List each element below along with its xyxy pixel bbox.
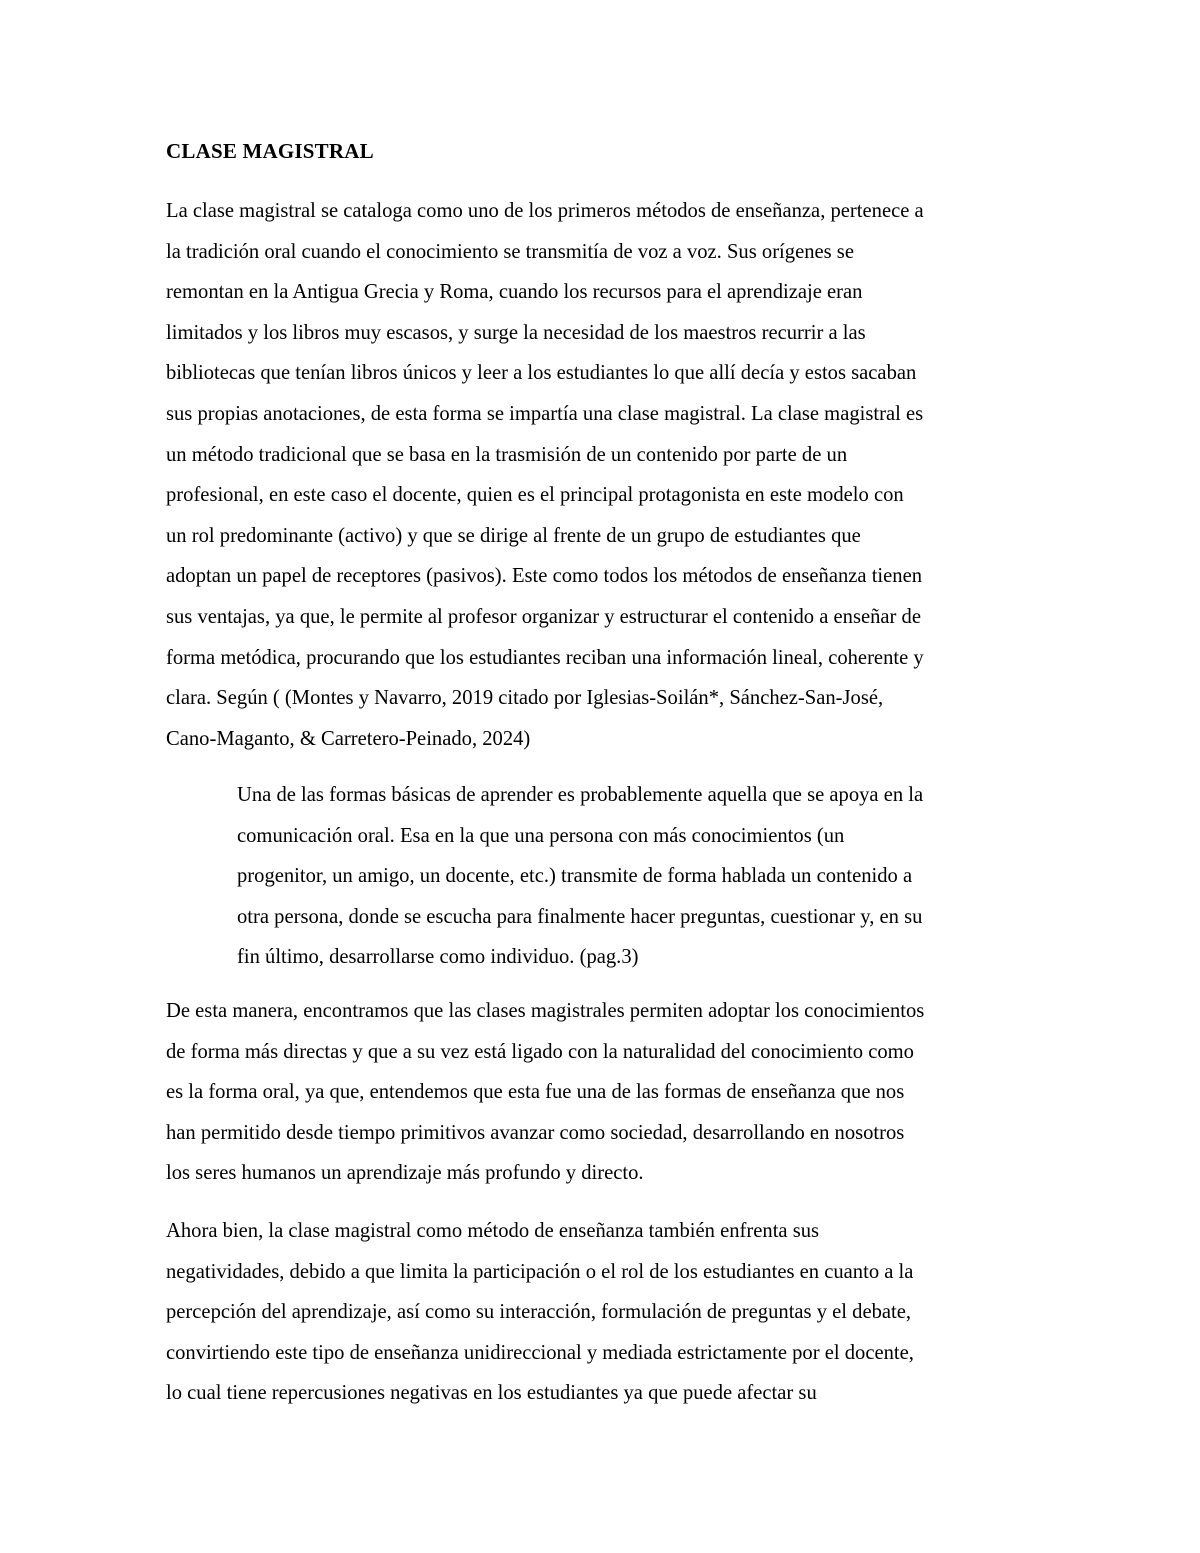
block-quote — [237, 775, 923, 978]
text-line: Cano-Maganto, & Carretero-Peinado, 2024) — [166, 727, 531, 750]
text-line: convirtiendo este tipo de enseñanza unidireccional y mediada estrictamente por el docente, — [166, 1341, 914, 1364]
text-line: sus ventajas, ya que, le permite al profesor organizar y estructurar el contenido a enseñar de — [166, 605, 921, 628]
quote-line: fin último, desarrollarse como individuo. (pag.3) — [237, 946, 639, 969]
text-line: bibliotecas que tenían libros únicos y leer a los estudiantes lo que allí decía y estos sacaban — [166, 362, 917, 385]
text-line: es la forma oral, ya que, entendemos que esta fue una de las formas de enseñanza que nos — [166, 1081, 905, 1104]
paragraph-intro — [166, 191, 924, 759]
text-line: negatividades, debido a que limita la participación o el rol de los estudiantes en cuanto a la — [166, 1260, 914, 1283]
text-line: un rol predominante (activo) y que se dirige al frente de un grupo de estudiantes que — [166, 524, 861, 547]
quote-line: Una de las formas básicas de aprender es probablemente aquella que se apoya en la — [237, 784, 924, 806]
text-line: sus propias anotaciones, de esta forma se impartía una clase magistral. La clase magistral es — [166, 402, 924, 425]
text-line: Ahora bien, la clase magistral como método de enseñanza también enfrenta sus — [166, 1220, 820, 1242]
text-line: clara. Según ( (Montes y Navarro, 2019 citado por Iglesias-Soilán*, Sánchez-San-José, — [166, 687, 884, 710]
text-line: de forma más directas y que a su vez está ligado con la naturalidad del conocimiento como — [166, 1040, 914, 1063]
document-title: CLASE MAGISTRAL — [166, 139, 374, 163]
quote-line: progenitor, un amigo, un docente, etc.) transmite de forma hablada un contenido a — [237, 865, 913, 888]
text-line: limitados y los libros muy escasos, y surge la necesidad de los maestros recurrir a las — [166, 321, 866, 344]
text-line: han permitido desde tiempo primitivos avanzar como sociedad, desarrollando en nosotros — [166, 1121, 905, 1144]
text-line: De esta manera, encontramos que las clases magistrales permiten adoptar los conocimientos — [166, 1000, 925, 1022]
paragraph-drawbacks — [166, 1211, 914, 1414]
quote-line: comunicación oral. Esa en la que una persona con más conocimientos (un — [237, 824, 845, 847]
text-line: un método tradicional que se basa en la trasmisión de un contenido por parte de un — [166, 443, 848, 466]
text-line: adoptan un papel de receptores (pasivos). Este como todos los métodos de enseñanza tienen — [166, 565, 923, 588]
text-line: remontan en la Antigua Grecia y Roma, cuando los recursos para el aprendizaje eran — [166, 281, 863, 304]
quote-line: otra persona, donde se escucha para finalmente hacer preguntas, cuestionar y, en su — [237, 905, 923, 928]
text-line: lo cual tiene repercusiones negativas en los estudiantes ya que puede afectar su — [166, 1382, 817, 1405]
text-line: profesional, en este caso el docente, quien es el principal protagonista en este modelo con — [166, 484, 904, 507]
text-line: percepción del aprendizaje, así como su interacción, formulación de preguntas y el debate, — [166, 1301, 912, 1324]
paragraph-conclusion — [166, 991, 924, 1194]
text-line: La clase magistral se cataloga como uno de los primeros métodos de enseñanza, pertenece a — [166, 200, 924, 222]
text-line: los seres humanos un aprendizaje más profundo y directo. — [166, 1162, 644, 1185]
text-line: la tradición oral cuando el conocimiento se transmitía de voz a voz. Sus orígenes se — [166, 240, 854, 263]
text-line: forma metódica, procurando que los estudiantes reciban una información lineal, coherente y — [166, 646, 924, 669]
